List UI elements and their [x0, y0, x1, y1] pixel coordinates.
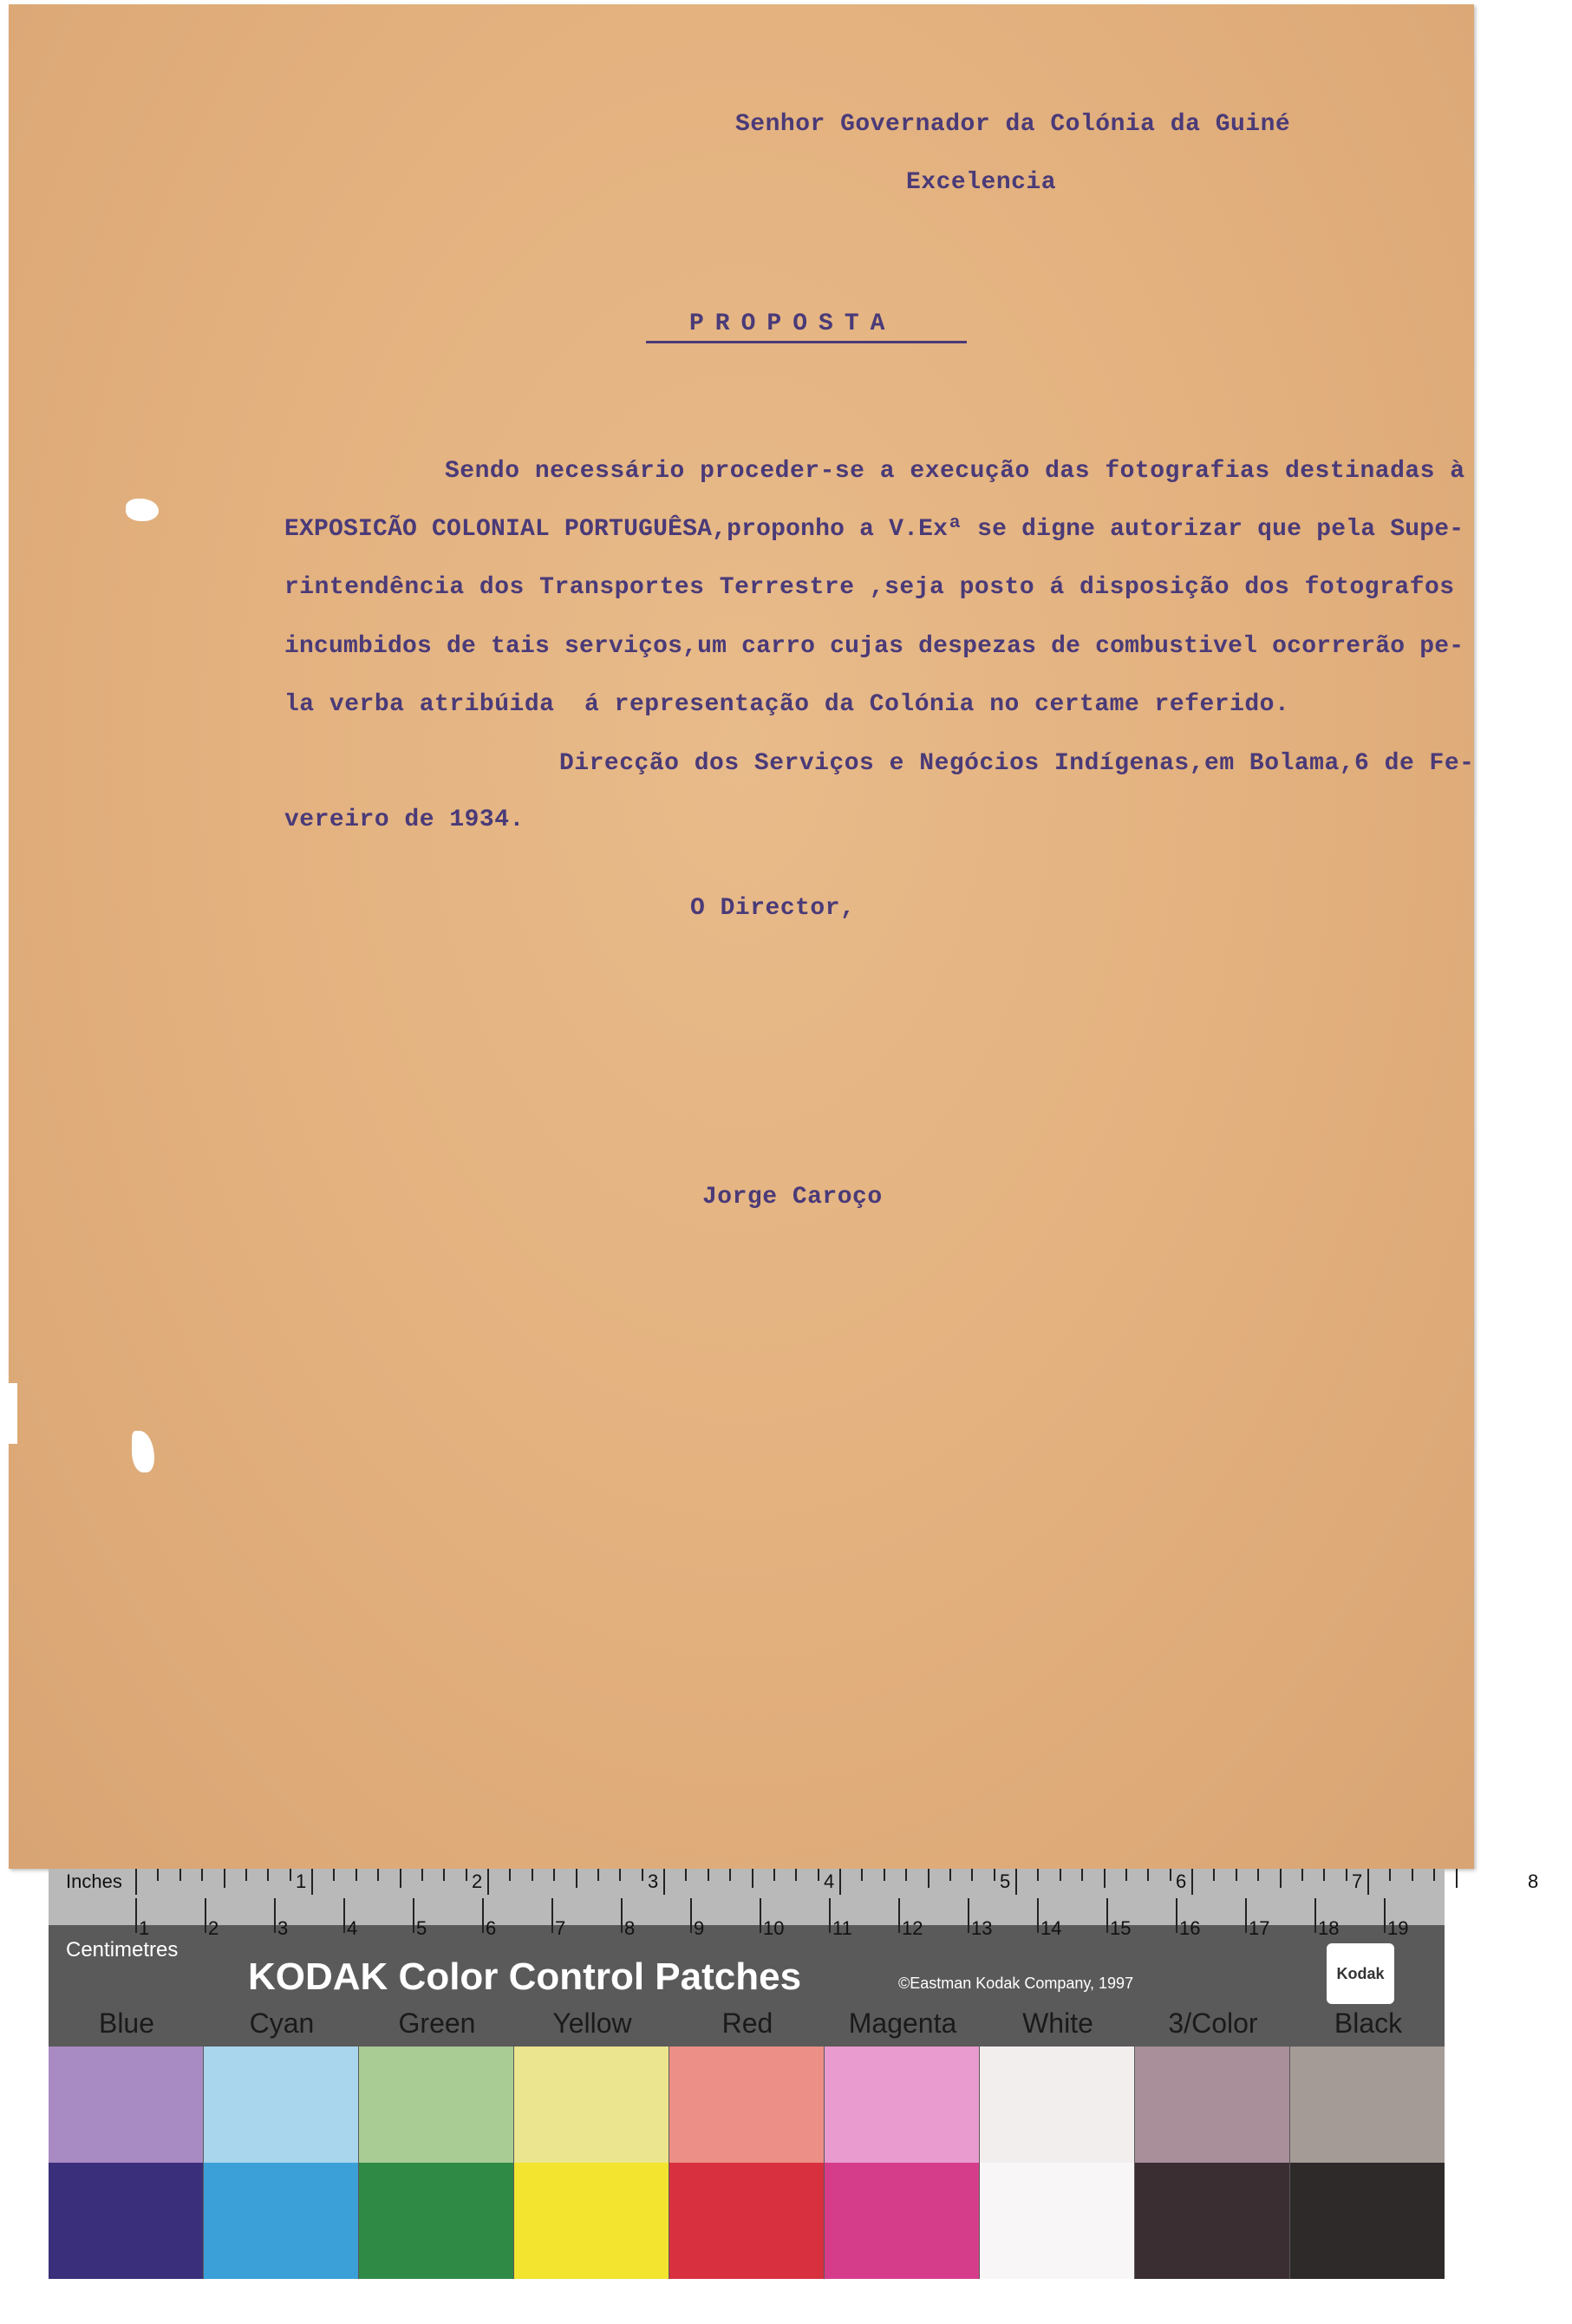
ruler-tick: [201, 1869, 203, 1881]
salutation: Excelencia: [906, 169, 1057, 196]
ruler-tick: [795, 1869, 797, 1881]
ruler-tick: [1125, 1869, 1127, 1881]
inch-number: 4: [824, 1870, 835, 1892]
color-patch-light: [980, 2047, 1134, 2163]
color-patch-dark: [825, 2163, 979, 2279]
cm-number: 17: [1249, 1917, 1270, 1939]
target-title: KODAK Color Control Patches: [248, 1955, 802, 1998]
cm-number: 13: [971, 1917, 993, 1939]
ruler-tick: [532, 1869, 533, 1881]
ruler-tick: [400, 1869, 401, 1888]
paper-damage-spot: [132, 1431, 154, 1472]
color-patch-light: [204, 2047, 358, 2163]
color-patch-light: [49, 2047, 203, 2163]
inch-number: 1: [296, 1870, 307, 1892]
cm-number: 14: [1040, 1917, 1062, 1939]
ruler-tick: [1412, 1869, 1413, 1881]
addressee: Senhor Governador da Colónia da Guiné: [735, 111, 1291, 138]
patch-label: Cyan: [249, 2007, 315, 2039]
cm-number: 16: [1179, 1917, 1201, 1939]
cm-number: 1: [139, 1917, 150, 1939]
ruler-tick: [663, 1869, 665, 1895]
signature: Jorge Caroço: [702, 1184, 883, 1211]
ruler-tick: [1236, 1869, 1237, 1881]
color-patch-light: [825, 2047, 979, 2163]
patch-label: Black: [1334, 2007, 1403, 2039]
ruler-tick: [509, 1869, 511, 1881]
color-patch-dark: [1290, 2163, 1445, 2279]
cm-tick: [343, 1898, 345, 1933]
ruler-tick: [773, 1869, 775, 1881]
cm-number: 7: [555, 1917, 566, 1939]
paper-damage-spot: [5, 1383, 17, 1444]
ruler-tick: [267, 1869, 269, 1881]
cm-number: 18: [1318, 1917, 1340, 1939]
color-patch-dark: [1135, 2163, 1289, 2279]
cm-tick: [1245, 1898, 1247, 1933]
ruler-tick: [466, 1869, 467, 1881]
ruler-tick: [1015, 1869, 1017, 1895]
cm-number: 4: [347, 1917, 358, 1939]
ruler-tick: [1456, 1869, 1458, 1888]
inch-number: 2: [472, 1870, 483, 1892]
ruler-tick: [708, 1869, 709, 1881]
ruler-tick: [179, 1869, 181, 1881]
color-patch-dark: [669, 2163, 824, 2279]
cm-tick: [1176, 1898, 1177, 1933]
color-patch-light: [1290, 2047, 1445, 2163]
cm-tick: [621, 1898, 623, 1933]
color-patch-dark: [204, 2163, 358, 2279]
ruler-tick: [971, 1869, 973, 1881]
color-patch-light: [669, 2047, 824, 2163]
page-title: PROPOSTA: [689, 310, 897, 337]
measurement-ruler: [49, 1869, 1539, 1925]
cm-tick: [690, 1898, 692, 1933]
ruler-tick: [1081, 1869, 1083, 1881]
ruler-tick: [884, 1869, 885, 1881]
centimetres-label: Centimetres: [66, 1938, 179, 1962]
ruler-tick: [1170, 1869, 1171, 1881]
cm-number: 6: [486, 1917, 497, 1939]
ruler-tick: [1301, 1869, 1303, 1881]
cm-tick: [482, 1898, 484, 1933]
color-patch-dark: [514, 2163, 669, 2279]
ruler-tick: [861, 1869, 863, 1881]
ruler-tick: [1104, 1869, 1106, 1888]
cm-number: 15: [1110, 1917, 1132, 1939]
closing: O Director,: [690, 895, 856, 922]
place-date-line: Direcção dos Serviços e Negócios Indígenas,em Bolama,6 de Fe-: [559, 750, 1475, 777]
cm-number: 3: [277, 1917, 289, 1939]
ruler-tick: [642, 1869, 643, 1881]
ruler-tick: [487, 1869, 489, 1895]
patch-label: Magenta: [848, 2007, 957, 2039]
cm-tick: [1384, 1898, 1386, 1933]
cm-number: 10: [763, 1917, 785, 1939]
color-patch-dark: [49, 2163, 203, 2279]
ruler-tick: [576, 1869, 577, 1888]
copyright: ©Eastman Kodak Company, 1997: [898, 1975, 1134, 1992]
body-line: incumbidos de tais serviços,um carro cujas despezas de combustivel ocorrerão pe-: [284, 633, 1464, 660]
patch-label: Blue: [98, 2007, 155, 2039]
ruler-tick: [1346, 1869, 1347, 1881]
ruler-tick: [1257, 1869, 1259, 1881]
ruler-tick: [729, 1869, 731, 1881]
cm-number: 9: [694, 1917, 705, 1939]
color-patch-light: [1135, 2047, 1289, 2163]
ruler-tick: [1213, 1869, 1215, 1881]
patch-label: 3/Color: [1168, 2007, 1258, 2039]
cm-tick: [205, 1898, 206, 1933]
ruler-tick: [377, 1869, 379, 1881]
patch-label: Yellow: [552, 2007, 632, 2039]
ruler-tick: [135, 1869, 137, 1895]
cm-tick: [413, 1898, 414, 1933]
cm-number: 8: [624, 1917, 636, 1939]
body-line: rintendência dos Transportes Terrestre ,seja posto á disposição dos fotografos: [284, 574, 1455, 601]
kodak-logo: Kodak: [1327, 1943, 1394, 2004]
cm-number: 2: [208, 1917, 219, 1939]
ruler-tick: [245, 1869, 247, 1881]
cm-tick: [968, 1898, 969, 1933]
ruler-tick: [1433, 1869, 1435, 1881]
ruler-tick: [355, 1869, 357, 1881]
paper-damage-spot: [126, 499, 159, 521]
patch-label: Red: [721, 2007, 773, 2039]
color-patch-dark: [359, 2163, 513, 2279]
ruler-tick: [1389, 1869, 1391, 1881]
color-patch-light: [514, 2047, 669, 2163]
heading-underline: [646, 341, 967, 343]
ruler-tick: [443, 1869, 445, 1881]
cm-number: 11: [832, 1917, 852, 1939]
patch-label: Green: [398, 2007, 476, 2039]
ruler-tick: [333, 1869, 335, 1881]
ruler-tick: [1060, 1869, 1061, 1881]
cm-number: 12: [902, 1917, 923, 1939]
cm-tick: [829, 1898, 831, 1933]
ruler-tick: [1367, 1869, 1369, 1895]
ruler-tick: [619, 1869, 621, 1881]
body-line: Sendo necessário proceder-se a execução das fotografias destinadas à: [445, 458, 1465, 485]
cm-tick: [135, 1898, 137, 1933]
body-line: la verba atribúida á representação da Colónia no certame referido.: [284, 691, 1290, 718]
ruler-tick: [1037, 1869, 1039, 1881]
ruler-tick: [553, 1869, 555, 1881]
place-date-line: vereiro de 1934.: [284, 806, 525, 833]
color-patch-light: [359, 2047, 513, 2163]
inch-number: 6: [1176, 1870, 1187, 1892]
ruler-tick: [224, 1869, 225, 1888]
cm-tick: [1037, 1898, 1039, 1933]
inch-number: 7: [1352, 1870, 1363, 1892]
ruler-tick: [1280, 1869, 1282, 1888]
body-line: EXPOSICÃO COLONIAL PORTUGUÊSA,proponho a V.Exª se digne autorizar que pela Supe-: [284, 516, 1464, 543]
patch-label: White: [1022, 2007, 1093, 2039]
document-sheet: [9, 4, 1474, 1869]
cm-tick: [1106, 1898, 1108, 1933]
inch-number: 5: [1000, 1870, 1011, 1892]
ruler-tick: [905, 1869, 907, 1881]
ruler-tick: [994, 1869, 995, 1881]
ruler-tick: [1323, 1869, 1325, 1881]
ruler-tick: [928, 1869, 930, 1888]
ruler-tick: [597, 1869, 599, 1881]
cm-tick: [760, 1898, 761, 1933]
ruler-tick: [1147, 1869, 1149, 1881]
ruler-tick: [1191, 1869, 1193, 1895]
ruler-tick: [949, 1869, 951, 1881]
inch-number: 8: [1528, 1870, 1539, 1892]
ruler-tick: [290, 1869, 291, 1881]
cm-number: 5: [416, 1917, 427, 1939]
ruler-tick: [839, 1869, 841, 1895]
ruler-tick: [818, 1869, 819, 1881]
cm-number: 19: [1387, 1917, 1409, 1939]
ruler-tick: [685, 1869, 687, 1881]
cm-tick: [1314, 1898, 1316, 1933]
color-patch-dark: [980, 2163, 1134, 2279]
ruler-tick: [311, 1869, 313, 1895]
cm-tick: [551, 1898, 553, 1933]
ruler-tick: [421, 1869, 423, 1881]
ruler-tick: [157, 1869, 159, 1881]
inches-label: Inches: [66, 1870, 122, 1892]
cm-tick: [274, 1898, 276, 1933]
cm-tick: [898, 1898, 900, 1933]
color-control-target: [49, 1869, 1539, 2279]
ruler-tick: [752, 1869, 753, 1888]
inch-number: 3: [648, 1870, 659, 1892]
